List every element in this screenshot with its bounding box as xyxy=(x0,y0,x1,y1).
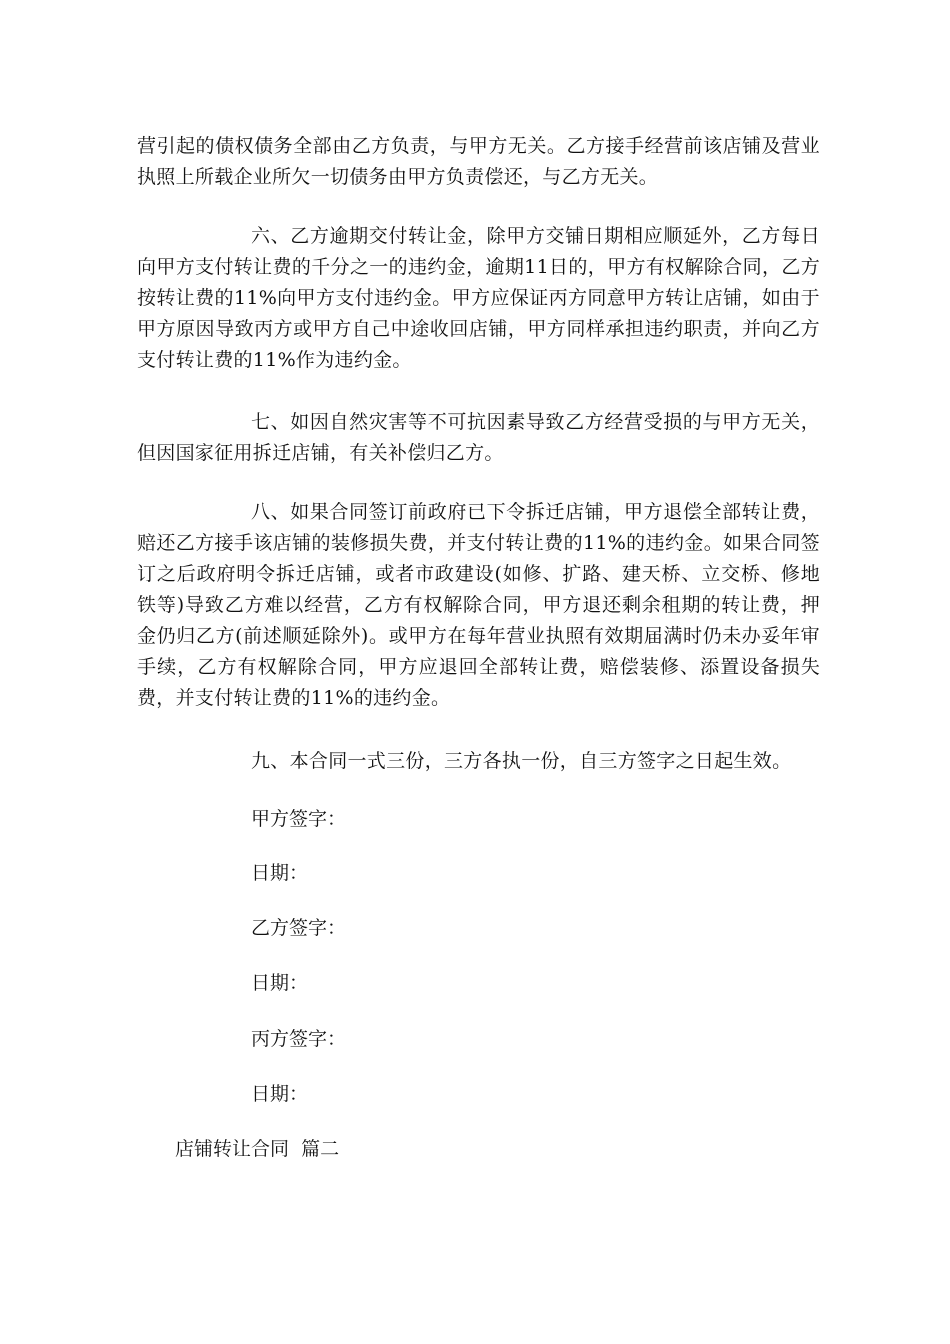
paragraph-clause-9-copies: 九、本合同一式三份，三方各执一份，自三方签字之日起生效。 xyxy=(251,750,792,772)
party-c-date-label: 日期： xyxy=(251,1083,309,1105)
section-title-part-two: 店铺转让合同 篇二 xyxy=(175,1138,340,1160)
party-a-date-label: 日期： xyxy=(251,862,309,884)
paragraph-debt-liability: 营引起的债权债务全部由乙方负责，与甲方无关。乙方接手经营前该店铺及营业执照上所载企业所欠一切债务由甲方负责偿还，与乙方无关。 xyxy=(137,135,820,188)
paragraph-clause-6-late-payment: 六、乙方逾期交付转让金，除甲方交铺日期相应顺延外，乙方每日向甲方支付转让费的千分之一的违约金，逾期11日的，甲方有权解除合同，乙方按转让费的11%向甲方支付违约金。甲方应保证丙方同意甲方转让店铺，如由于甲方原因导致丙方或甲方自己中途收回店铺，甲方同样承担违约职责，并向乙方支付转让费的11%作为违约金。 xyxy=(137,225,820,371)
party-c-signature-label: 丙方签字： xyxy=(251,1028,347,1050)
paragraph-clause-7-force-majeure: 七、如因自然灾害等不可抗因素导致乙方经营受损的与甲方无关，但因国家征用拆迁店铺，有关补偿归乙方。 xyxy=(137,411,820,464)
party-b-date-label: 日期： xyxy=(251,972,309,994)
party-b-signature-label: 乙方签字： xyxy=(251,917,347,939)
paragraph-clause-8-demolition: 八、如果合同签订前政府已下令拆迁店铺，甲方退偿全部转让费，赔还乙方接手该店铺的装修损失费，并支付转让费的11%的违约金。如果合同签订之后政府明令拆迁店铺，或者市政建设(如修、扩路、建天桥、立交桥、修地铁等)导致乙方难以经营，乙方有权解除合同，甲方退还剩余租期的转让费，押金仍归乙方(前述顺延除外)。或甲方在每年营业执照有效期届满时仍未办妥年审手续，乙方有权解除合同，甲方应退回全部转让费，赔偿装修、添置设备损失费，并支付转让费的11%的违约金。 xyxy=(137,501,820,709)
party-a-signature-label: 甲方签字： xyxy=(251,808,347,830)
